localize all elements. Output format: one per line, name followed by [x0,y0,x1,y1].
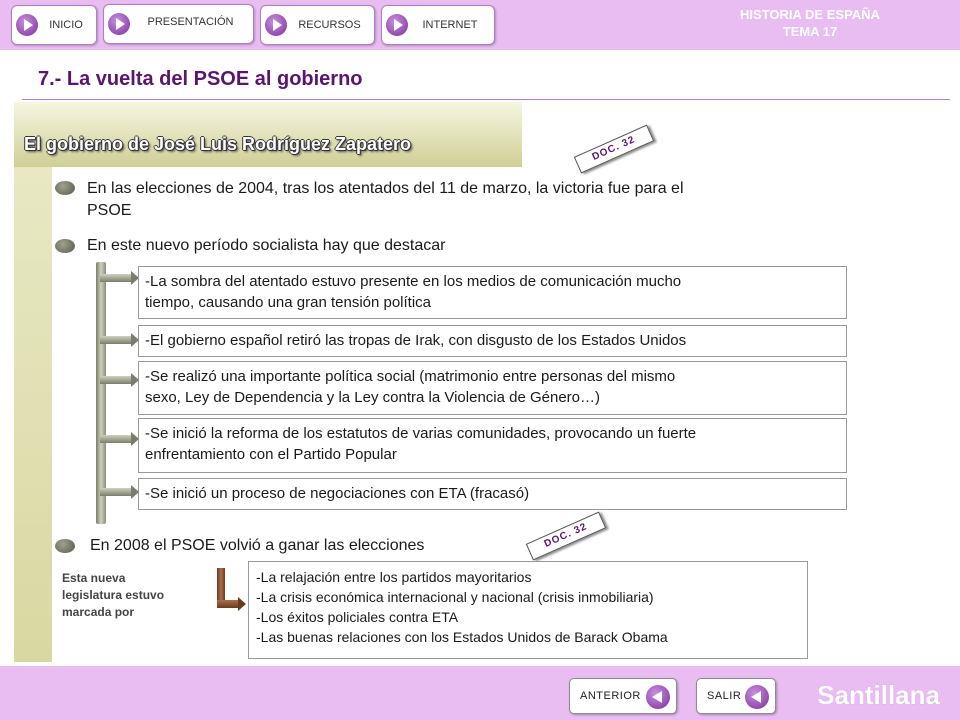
point-atentado-line1: -La sombra del atentado estuvo presente en los medios de comunicación mucho [145,273,682,290]
bullet-2004-line2: PSOE [87,202,132,219]
nav-recursos-button[interactable] [260,5,375,45]
bracket-arm [100,274,132,282]
legislatura-note [62,570,208,621]
legislatura-item: -La relajación entre los partidos mayoritarios [256,569,532,585]
bracket-arm [100,376,132,384]
play-icon [386,14,408,36]
nav-inicio-label: INICIO [49,19,83,31]
nav-inicio-button[interactable] [11,5,97,45]
point-atentado-box [138,266,847,319]
doc-32-badge[interactable]: DOC. 32 [574,125,654,174]
course-header [690,6,930,40]
brown-connector-arm [217,600,239,608]
left-decor-column [14,102,52,662]
play-icon [108,13,130,35]
legislatura-item: -Las buenas relaciones con los Estados Unidos de Barack Obama [256,629,668,645]
point-estatutos-box [138,418,847,473]
bracket-arm [100,488,132,496]
course-unit: TEMA 17 [782,24,838,39]
play-icon [16,14,38,36]
title-divider [22,99,950,100]
bullet-2004-line1: En las elecciones de 2004, tras los atentados del 11 de marzo, la victoria fue para el [87,180,684,197]
nav-presentacion-label: PRESENTACIÓN [147,16,234,28]
legislatura-note-line3: marcada por [62,605,135,619]
point-social-line2: sexo, Ley de Dependencia y la Ley contra la Violencia de Género…) [145,389,601,406]
course-title: HISTORIA DE ESPAÑA [740,7,880,22]
legislatura-item: -La crisis económica internacional y nacional (crisis inmobiliaria) [256,589,654,605]
salir-label: SALIR [707,690,742,702]
point-social-box [138,361,847,415]
point-estatutos-line2: enfrentamiento con el Partido Popular [145,446,397,463]
legislatura-list-box [248,561,808,659]
bullet-icon [55,539,75,553]
back-arrow-icon [745,685,769,709]
anterior-label: ANTERIOR [580,690,641,702]
legislatura-note-line2: legislatura estuvo [62,588,165,602]
point-social-line1: -Se realizó una importante política social (matrimonio entre personas del mismo [145,368,676,385]
section-title: El gobierno de José Luis Rodríguez Zapatero [24,134,412,154]
back-arrow-icon [646,685,670,709]
point-eta-text: -Se inició un proceso de negociaciones con ETA (fracasó) [145,485,530,502]
point-eta-box [138,478,847,510]
slide-title: 7.- La vuelta del PSOE al gobierno [38,68,363,90]
play-icon [265,14,287,36]
point-estatutos-line1: -Se inició la reforma de los estatutos de varias comunidades, provocando un fuerte [145,425,697,442]
point-atentado-line2: tiempo, causando una gran tensión política [145,294,432,311]
bracket-connector [96,262,106,524]
anterior-button[interactable] [569,678,677,714]
bullet-icon [55,239,75,253]
point-irak-box [138,325,847,357]
point-irak-text: -El gobierno español retiró las tropas de Irak, con disgusto de los Estados Unidos [145,332,687,349]
legislatura-item: -Los éxitos policiales contra ETA [256,609,459,625]
nav-presentacion-button[interactable] [103,4,254,44]
bracket-arm [100,435,132,443]
nav-internet-label: INTERNET [422,19,478,31]
arrow-right-icon [238,597,246,611]
bracket-arm [100,336,132,344]
legislatura-note-line1: Esta nueva [62,571,126,585]
salir-button[interactable] [696,678,776,714]
nav-recursos-label: RECURSOS [298,19,361,31]
bullet-2008-text: En 2008 el PSOE volvió a ganar las elecciones [90,537,425,554]
doc-32-badge[interactable]: DOC. 32 [526,512,606,561]
bullet-2004-text [87,178,684,222]
bullet-icon [55,181,75,195]
brand-logo: Santillana [817,680,940,710]
section-header [14,102,522,167]
bullet-periodo-text: En este nuevo período socialista hay que destacar [87,237,446,254]
nav-internet-button[interactable] [381,5,495,45]
